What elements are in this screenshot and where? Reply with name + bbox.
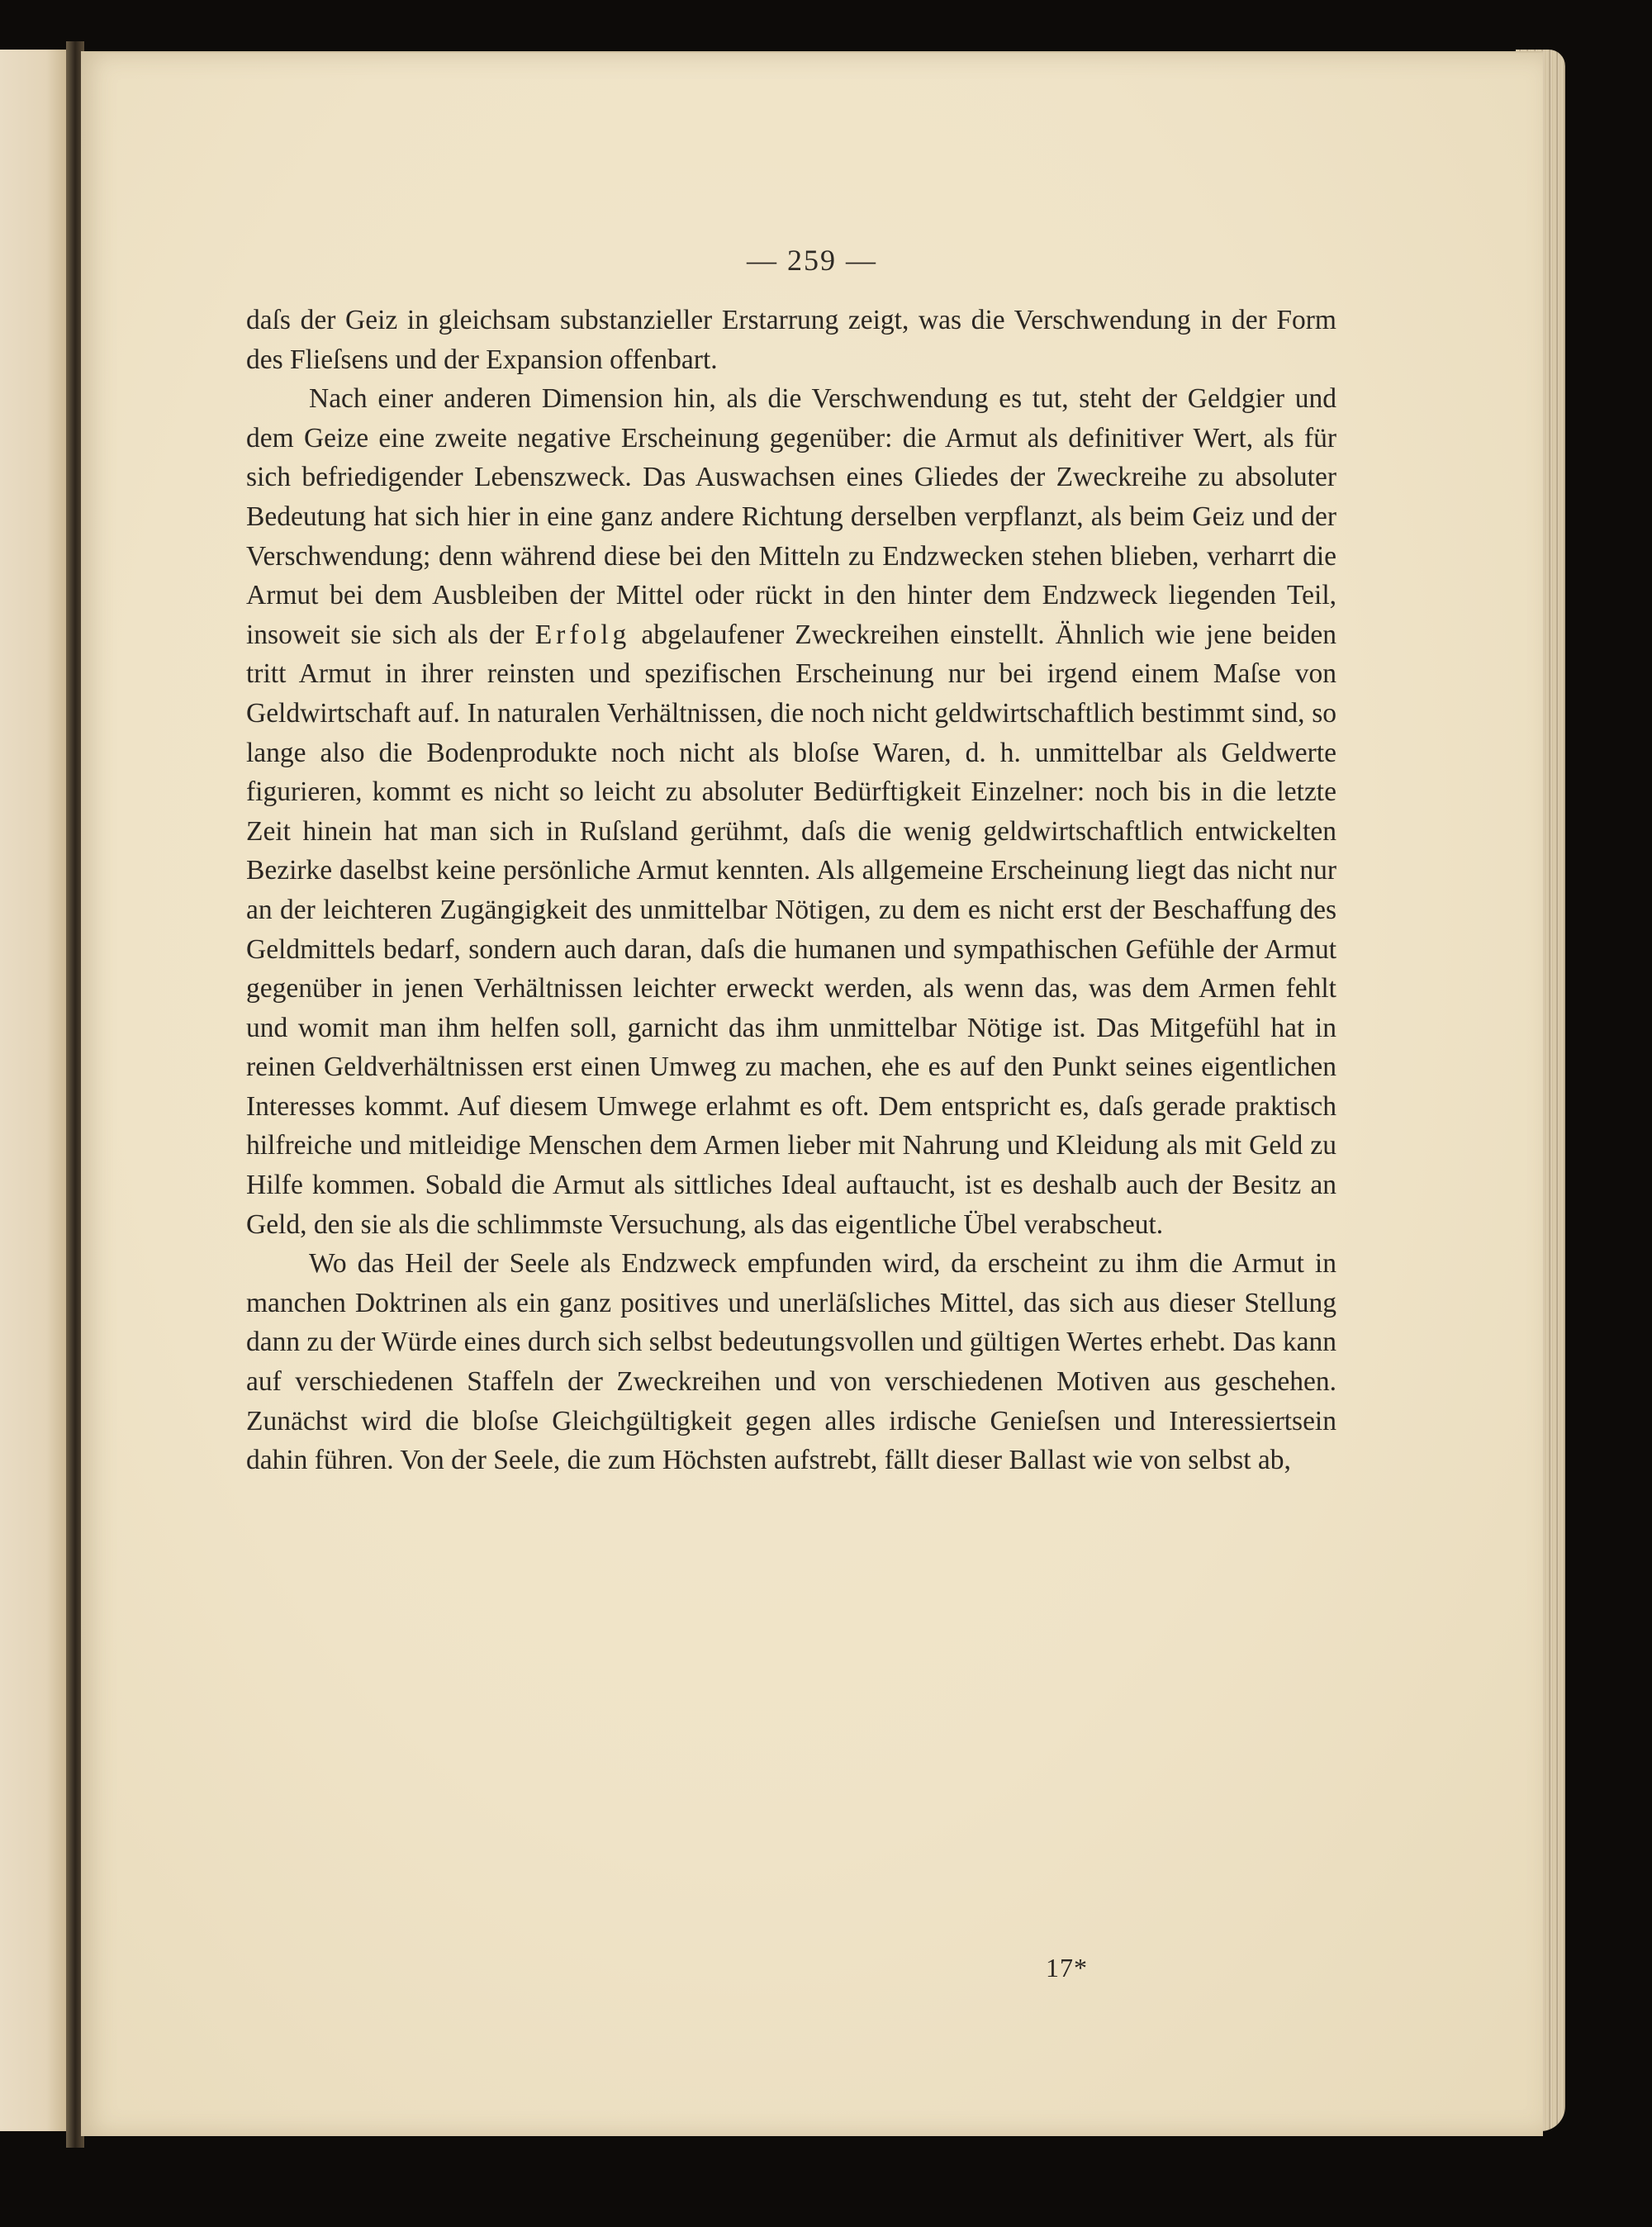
paragraph-2-start: Nach einer anderen Dimension hin, als die Verschwendung es tut, steht der Geldgier und dem Geize eine zweite negative Erscheinung gegenüber: die Armut als definitiver Wert, als für sich befriedigender Lebenszweck. Das Auswachsen eines Gliedes der Zweckreihe zu absoluter Bedeutung hat sich hier in eine ganz andere Richtung derselben verpflanzt, als beim Geiz und der Verschwendung; denn während diese bei den Mitteln zu Endzwecken stehen blieben, verharrt die Armut bei dem Ausbleiben der Mittel oder rückt in den hinter dem Endzweck liegenden Teil, insoweit sie sich als der [246,383,1336,650]
paragraph-2 [246,379,1336,1244]
book-page [81,51,1543,2136]
paragraph-3: Wo das Heil der Seele als Endzweck empfunden wird, da erscheint zu ihm die Armut in manchen Doktrinen als ein ganz positives und unerläſsliches Mittel, das sich aus dieser Stellung dann zu der Würde eines durch sich selbst bedeutungsvollen und gültigen Wertes erhebt. Das kann auf verschiedenen Staffeln der Zweckreihen und von verschiedenen Motiven aus geschehen. Zunächst wird die bloſse Gleichgültigkeit gegen alles irdische Genieſsen und Interessiertsein dahin führen. Von der Seele, die zum Höchsten aufstrebt, fällt dieser Ballast wie von selbst ab, [246,1248,1336,1476]
paragraph-2-end: abgelaufener Zweckreihen einstellt. Ähnlich wie jene beiden tritt Armut in ihrer reinsten und spezifischen Erscheinung nur bei irgend einem Maſse von Geldwirtschaft auf. In naturalen Verhältnissen, die noch nicht geldwirtschaftlich bestimmt sind, so lange also die Bodenprodukte noch nicht als bloſse Waren, d. h. unmittelbar als Geldwerte figurieren, kommt es nicht so leicht zu absoluter Bedürftigkeit Einzelner: noch bis in die letzte Zeit hinein hat man sich in Ruſsland gerühmt, daſs die wenig geldwirtschaftlich entwickelten Bezirke daselbst keine persönliche Armut kennten. Als allgemeine Erscheinung liegt das nicht nur an der leichteren Zugängigkeit des unmittelbar Nötigen, zu dem es nicht erst der Beschaffung des Geldmittels bedarf, sondern auch daran, daſs die humanen und sympathischen Gefühle der Armut gegenüber in jenen Verhältnissen leichter erweckt werden, als wenn das, was dem Armen fehlt und womit man ihm helfen soll, garnicht das ihm unmittelbar Nötige ist. Das Mitgefühl hat in reinen Geldverhältnissen erst einen Umweg zu machen, ehe es auf den Punkt seines eigentlichen Interesses kommt. Auf diesem Umwege erlahmt es oft. Dem entspricht es, daſs gerade praktisch hilfreiche und mitleidige Menschen dem Armen lieber mit Nahrung und Kleidung als mit Geld zu Hilfe kommen. Sobald die Armut als sittliches Ideal auftaucht, ist es deshalb auch der Besitz an Geld, den sie als die schlimmste Versuchung, als das eigentliche Übel verabscheut. [246,619,1336,1240]
page-number: — 259 — [747,244,877,277]
left-page-edge [0,50,69,2131]
page-body [246,301,1336,1480]
paragraph-1: daſs der Geiz in gleichsam substanzieller Erstarrung zeigt, was die Verschwendung in der Form des Flieſsens und der Expansion offenbart. [246,305,1336,375]
signature-mark: 17* [1046,1953,1088,1982]
emphasis-erfolg: Erfolg [534,619,631,650]
